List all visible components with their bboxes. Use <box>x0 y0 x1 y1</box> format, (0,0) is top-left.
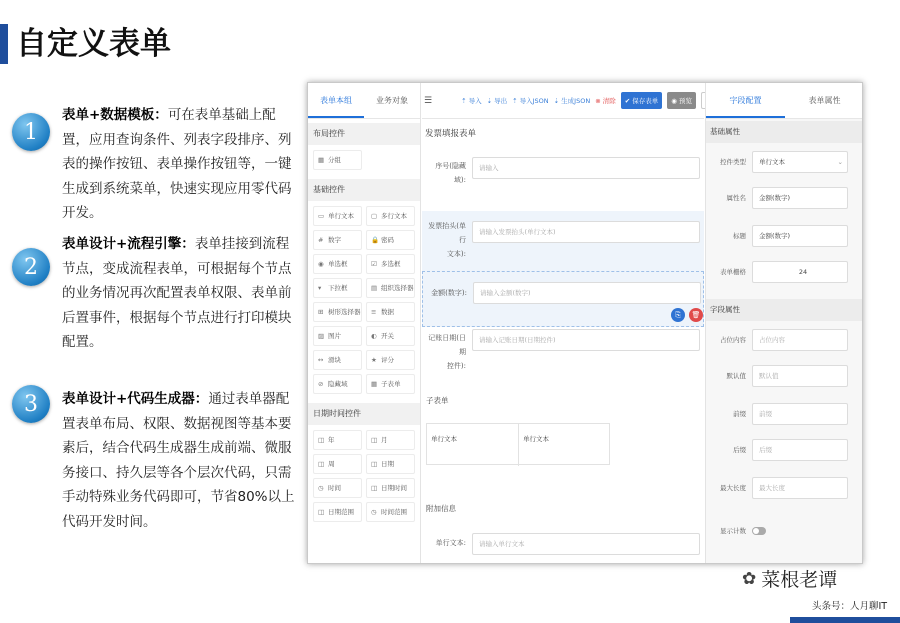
prop-row <box>706 151 863 177</box>
component-grid[interactable] <box>313 150 362 170</box>
component-timerange[interactable] <box>366 502 415 522</box>
component-lock[interactable] <box>366 230 415 250</box>
component-checkbox[interactable] <box>366 254 415 274</box>
title-input[interactable]: 金额(数字) <box>752 225 848 247</box>
feature-item-2 <box>10 232 300 352</box>
component-dept[interactable] <box>366 278 415 298</box>
prop-label: 占位内容 <box>720 336 746 344</box>
field-prop-input[interactable]: 前缀 <box>752 403 848 425</box>
component-label: 单行文本 <box>328 212 354 220</box>
component-dict[interactable] <box>366 302 415 322</box>
preview-button[interactable]: ◉ 预览 <box>667 92 696 109</box>
component-group-title: 日期时间控件 <box>308 403 420 425</box>
field-label: 记账日期(日期 控件): <box>428 334 466 370</box>
component-label: 周 <box>328 460 335 468</box>
component-label: 数字 <box>328 236 341 244</box>
form-canvas <box>422 83 704 564</box>
tab-business-objects[interactable]: 业务对象 <box>376 96 408 105</box>
tab-form-props[interactable]: 表单属性 <box>808 96 841 105</box>
feature-text <box>62 103 300 226</box>
page-title: 自定义表单 <box>16 26 171 62</box>
prop-label: 标题 <box>733 232 746 240</box>
prop-label: 属性名 <box>726 194 746 202</box>
number-badge: 1 <box>12 113 50 151</box>
title-accent-bar <box>0 24 8 64</box>
designer-toolbar <box>422 83 704 119</box>
wechat-icon: ✿ <box>742 568 757 589</box>
field-row-invoice-title[interactable] <box>422 211 704 271</box>
subtable-icon: ▦ <box>371 380 378 388</box>
component-daterange[interactable] <box>313 502 362 522</box>
date-icon: ◫ <box>371 460 378 468</box>
switch-icon: ◐ <box>371 332 377 340</box>
feature-lead: 表单+数据模板： <box>62 107 168 123</box>
textarea-icon: ▢ <box>371 212 378 220</box>
component-week[interactable] <box>313 454 362 474</box>
menu-icon[interactable]: ☰ <box>424 95 433 106</box>
component-label: 图片 <box>328 332 341 340</box>
prop-row <box>706 225 863 251</box>
component-label: 组织选择器 <box>381 284 414 292</box>
feature-item-3 <box>10 387 300 547</box>
year-icon: ◫ <box>318 436 325 444</box>
tab-form-components[interactable]: 表单本组 <box>308 83 364 118</box>
component-label: 单选框 <box>328 260 348 268</box>
field-label: 序号(隐藏 域): <box>435 162 466 184</box>
feature-lead: 表单设计+流程引擎： <box>62 236 195 252</box>
component-label: 年 <box>328 436 335 444</box>
feature-body: 表单挂接到流程节点，变成流程表单，可根据每个节点的业务情况再次配置表单权限、表单前后置事件，根据每个节点进行打印模块配置。 <box>62 236 292 350</box>
extra-text-input[interactable]: 请输入单行文本 <box>472 533 700 555</box>
component-image[interactable] <box>313 326 362 346</box>
prop-label: 显示计数 <box>720 527 746 535</box>
invoice-title-input[interactable]: 请输入发票抬头(单行文本) <box>472 221 700 243</box>
component-grid <box>308 425 420 527</box>
component-time[interactable] <box>313 478 362 498</box>
field-prop-input[interactable]: 后缀 <box>752 439 848 461</box>
component-label: 分组 <box>328 156 341 164</box>
import-button[interactable]: ⇡ 导入 <box>461 97 482 105</box>
field-row-extra[interactable] <box>422 531 704 561</box>
chevron-down-icon: ⌄ <box>837 158 843 166</box>
amount-input[interactable]: 请输入金额(数字) <box>473 282 701 304</box>
field-props-group: 字段属性 <box>706 299 863 321</box>
component-number[interactable] <box>313 230 362 250</box>
component-label: 开关 <box>381 332 394 340</box>
component-label: 滑块 <box>328 356 341 364</box>
component-group-title: 布局控件 <box>308 123 420 145</box>
form-title: 发票填报表单 <box>425 129 477 139</box>
watermark <box>742 565 837 592</box>
image-icon: ▨ <box>318 332 325 340</box>
number-icon: # <box>318 236 324 244</box>
control-type-select[interactable]: 单行文本 ⌄ <box>752 151 848 173</box>
show-count-toggle[interactable] <box>752 527 766 535</box>
subform-col: 单行文本 <box>523 435 549 443</box>
prop-row <box>706 477 863 503</box>
subform-title: 子表单 <box>426 396 449 405</box>
property-panel <box>705 83 863 564</box>
number-badge: 2 <box>12 248 50 286</box>
form-designer-screenshot <box>307 82 863 564</box>
component-label: 多选框 <box>381 260 401 268</box>
title-bar <box>0 22 900 66</box>
number-badge: 3 <box>12 385 50 423</box>
tree-icon: ⊞ <box>318 308 324 316</box>
copy-field-icon[interactable]: ⎘ <box>671 308 685 322</box>
component-label: 时间范围 <box>381 508 407 516</box>
import-json-button[interactable]: ⇡ 导入JSON <box>512 97 549 105</box>
field-name-input[interactable]: 金额(数字) <box>752 187 848 209</box>
feature-item-1 <box>10 103 300 223</box>
property-tabs <box>706 83 863 119</box>
prop-label: 表单栅格 <box>720 268 746 276</box>
feature-lead: 表单设计+代码生成器： <box>62 391 209 407</box>
field-row-serial[interactable] <box>422 151 704 199</box>
field-row-amount[interactable] <box>422 271 704 327</box>
component-tabs <box>308 83 420 119</box>
field-prop-input[interactable]: 默认值 <box>752 365 848 387</box>
datetime-icon: ◫ <box>371 484 378 492</box>
component-grid <box>308 201 420 399</box>
component-label: 月 <box>381 436 388 444</box>
component-label: 评分 <box>381 356 394 364</box>
component-radio[interactable] <box>313 254 362 274</box>
prop-label: 默认值 <box>726 372 746 380</box>
component-label: 子表单 <box>381 380 401 388</box>
show-count-row <box>706 523 863 543</box>
prop-label: 最大长度 <box>720 484 746 492</box>
subform-col: 单行文本 <box>427 424 519 466</box>
subform-table[interactable] <box>426 423 610 465</box>
field-prop-input[interactable]: 占位内容 <box>752 329 848 351</box>
bottom-accent-bar <box>790 617 900 623</box>
component-label: 下拉框 <box>328 284 348 292</box>
hidden-icon: ⊘ <box>318 380 324 388</box>
component-textbox[interactable] <box>313 206 362 226</box>
date-input[interactable]: 请输入记账日期(日期控件) <box>472 329 700 351</box>
time-icon: ◷ <box>318 484 324 492</box>
component-tree[interactable] <box>313 302 362 322</box>
grid-span-stepper[interactable]: 24 <box>752 261 848 283</box>
checkbox-icon: ☑ <box>371 260 377 268</box>
save-form-button[interactable]: ✔ 保存表单 <box>621 92 663 109</box>
star-icon: ★ <box>371 356 377 364</box>
feature-body: 可在表单基础上配置，应用查询条件、列表字段排序、列表的操作按钮、表单操作按钮等，一键生成到系统菜单，快速实现应用零代码开发。 <box>62 107 292 221</box>
component-date[interactable] <box>366 454 415 474</box>
generate-json-button[interactable]: ⇣ 生成JSON <box>553 97 591 105</box>
component-datetime[interactable] <box>366 478 415 498</box>
component-label: 日期范围 <box>328 508 354 516</box>
dept-icon: ▤ <box>371 284 378 292</box>
field-label: 单行文本: <box>435 539 466 547</box>
daterange-icon: ◫ <box>318 508 325 516</box>
component-label: 密码 <box>381 236 394 244</box>
field-prop-input[interactable]: 最大长度 <box>752 477 848 499</box>
watermark-text: 菜根老谭 <box>761 569 838 591</box>
prop-label: 控件类型 <box>720 158 746 166</box>
lock-icon: 🔒 <box>371 236 380 244</box>
component-label: 日期时间 <box>381 484 407 492</box>
component-label: 时间 <box>328 484 341 492</box>
radio-icon: ◉ <box>318 260 324 268</box>
dict-icon: ≡ <box>371 308 377 316</box>
month-icon: ◫ <box>371 436 378 444</box>
textbox-icon: ▭ <box>318 212 325 220</box>
component-label: 日期 <box>381 460 394 468</box>
component-label: 数据 <box>381 308 394 316</box>
feature-text <box>62 232 300 355</box>
clear-button[interactable]: ⊗ 清除 <box>595 97 616 105</box>
field-label: 发票抬头(单行 文本): <box>428 222 466 258</box>
component-hidden[interactable] <box>313 374 362 394</box>
export-button[interactable]: ⇣ 导出 <box>486 97 508 105</box>
prop-row <box>706 365 863 391</box>
feature-text <box>62 387 300 534</box>
feature-body: 通过表单器配置表单布局、权限、数据视图等基本要素后，结合代码生成器生成前端、微服务接口、持久层等各个层次代码，只需手动特殊业务代码即可，节省80%以上代码开发时间。 <box>62 391 295 530</box>
component-grid <box>308 145 420 175</box>
source-credit: 头条号：人月聊IT <box>812 601 888 612</box>
component-slider[interactable] <box>313 350 362 370</box>
prop-row <box>706 187 863 213</box>
field-label: 金额(数字): <box>431 289 467 297</box>
extra-info-title: 附加信息 <box>426 504 456 513</box>
component-label: 树形选择器 <box>328 308 361 316</box>
component-label: 隐藏域 <box>328 380 348 388</box>
component-textarea[interactable] <box>366 206 415 226</box>
component-subtable[interactable] <box>366 374 415 394</box>
prop-row <box>706 329 863 355</box>
prop-row <box>706 403 863 429</box>
prop-row <box>706 439 863 465</box>
tab-field-config[interactable]: 字段配置 <box>706 83 785 118</box>
basic-props-group: 基础属性 <box>706 121 863 143</box>
grid-icon: ▦ <box>318 156 325 164</box>
component-label: 多行文本 <box>381 212 407 220</box>
prop-label: 后缀 <box>733 446 746 454</box>
component-group-title: 基础控件 <box>308 179 420 201</box>
field-row-date[interactable] <box>422 323 704 373</box>
prop-row <box>706 261 863 287</box>
component-year[interactable] <box>313 430 362 450</box>
component-dropdown[interactable] <box>313 278 362 298</box>
component-switch[interactable] <box>366 326 415 346</box>
component-star[interactable] <box>366 350 415 370</box>
week-icon: ◫ <box>318 460 325 468</box>
prop-label: 前缀 <box>733 410 746 418</box>
delete-field-icon[interactable]: 🗑 <box>689 308 703 322</box>
timerange-icon: ◷ <box>371 508 377 516</box>
component-panel <box>308 83 421 564</box>
component-groups <box>308 123 420 527</box>
component-month[interactable] <box>366 430 415 450</box>
serial-input[interactable]: 请输入 <box>472 157 700 179</box>
slider-icon: ↔ <box>318 356 324 364</box>
dropdown-icon: ▾ <box>318 284 322 292</box>
